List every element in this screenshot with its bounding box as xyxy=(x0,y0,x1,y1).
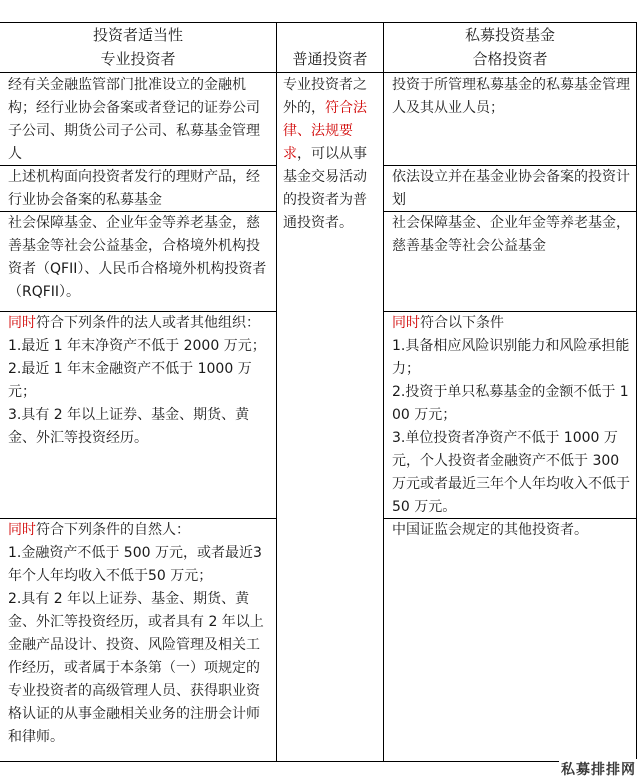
condition-intro: 符合以下条件 xyxy=(420,315,504,331)
professional-row-4 xyxy=(0,312,276,450)
private-fund-row-2: 依法设立并在基金业协会备案的投资计划 xyxy=(392,169,630,208)
header-private-fund-label: 私募投资基金 xyxy=(464,26,555,44)
header-professional xyxy=(0,24,276,69)
professional-row-2: 上述机构面向投资者发行的理财产品，经行业协会备案的私募基金 xyxy=(8,169,260,208)
header-ordinary-label: 普通投资者 xyxy=(292,50,368,68)
table-right-border xyxy=(636,22,637,762)
condition-intro: 符合下列条件的法人或者其他组织： xyxy=(36,315,260,331)
simultaneous-highlight: 同时 xyxy=(8,522,36,538)
condition-item: 1.具备相应风险识别能力和风险承担能力； xyxy=(392,338,630,377)
watermark-logo: 私募排排网 xyxy=(559,759,638,779)
condition-item: 2.具有 2 年以上证券、基金、期货、黄金、外汇等投资经历，或者具有 2 年以上金融产品设计、投资、风险管理及相关工作经历，或者属于本条第（一）项规定的专业投资者的高级管理人员、获得职业资格认证的从事金融相关业务的注册会计师和律师。 xyxy=(8,591,264,745)
professional-row-3: 社会保障基金、企业年金等养老基金，慈善基金等社会公益基金，合格境外机构投资者（QFII）、人民币合格境外机构投资者（RQFII）。 xyxy=(8,215,267,300)
condition-item: 2.最近 1 年末金融资产不低于 1000 万元； xyxy=(8,361,252,400)
header-professional-label: 专业投资者 xyxy=(100,50,176,68)
table-bottom-border xyxy=(0,761,637,762)
condition-item: 2.投资于单只私募基金的金额不低于 100 万元； xyxy=(392,384,629,423)
condition-item: 1.金融资产不低于 500 万元，或者最近3 年个人年均收入不低于50 万元； xyxy=(8,545,262,584)
private-fund-row-1: 投资于所管理私募基金的私募基金管理人及其从业人员； xyxy=(392,77,630,116)
condition-item: 3.单位投资者净资产不低于 1000 万元，个人投资者金融资产不低于 300 万元或者最近三年个人年均收入不低于 50 万元。 xyxy=(392,430,630,515)
simultaneous-highlight: 同时 xyxy=(392,315,420,331)
header-suitability-label: 投资者适当性 xyxy=(92,26,183,44)
condition-item: 3.具有 2 年以上证券、基金、期货、黄金、外汇等投资经历。 xyxy=(8,407,250,446)
header-private-fund xyxy=(384,24,636,69)
professional-row-5 xyxy=(0,519,276,749)
private-fund-row-5: 中国证监会规定的其他投资者。 xyxy=(392,522,588,538)
header-bottom-border xyxy=(0,72,637,73)
condition-item: 1.最近 1 年末净资产不低于 2000 万元； xyxy=(8,338,266,354)
investor-comparison-table xyxy=(0,22,637,762)
ordinary-definition: 专业投资者之外的，符合法律、法规要求，可以从事基金交易活动的投资者为普通投资者。 xyxy=(283,77,367,231)
simultaneous-highlight: 同时 xyxy=(8,315,36,331)
professional-row-1: 经有关金融监管部门批准设立的金融机构；经行业协会备案或者登记的证券公司子公司、期货公司子公司、私募基金管理人 xyxy=(8,77,260,162)
condition-intro: 符合下列条件的自然人： xyxy=(36,522,190,538)
legal-requirement-highlight: 符合法律、法规要求 xyxy=(283,100,367,162)
private-fund-row-3: 社会保障基金、企业年金等养老基金，慈善基金等社会公益基金 xyxy=(392,215,630,254)
private-fund-row-4 xyxy=(384,312,636,519)
header-qualified-label: 合格投资者 xyxy=(472,50,548,68)
table-top-border xyxy=(0,22,637,23)
